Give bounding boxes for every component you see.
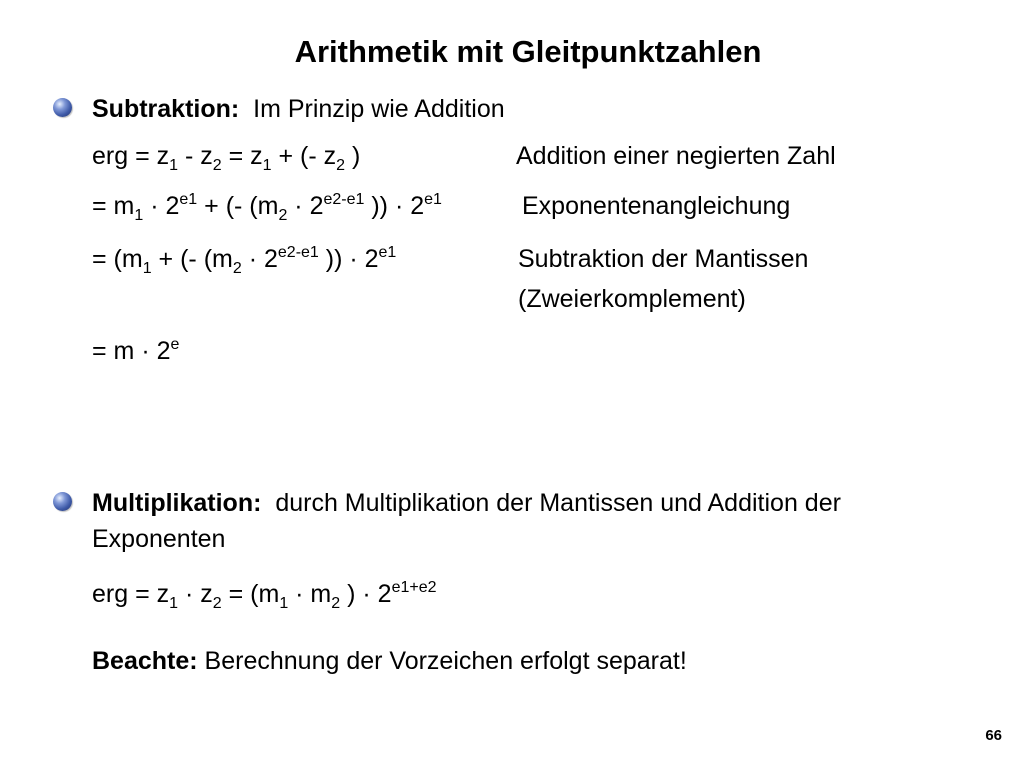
formula-text: · m: [288, 580, 332, 608]
subtraction-intro: Im Prinzip wie Addition: [253, 95, 505, 123]
subtraction-formula-2: [92, 190, 442, 222]
formula-text: + (- z: [271, 142, 337, 170]
formula-text: · 2: [287, 192, 324, 220]
subtraction-note-2: Exponentenangleichung: [522, 192, 791, 220]
multiplication-intro-continued: Exponenten: [92, 525, 226, 553]
page-number: 66: [985, 727, 1002, 744]
slide-title: Arithmetik mit Gleitpunktzahlen: [294, 34, 762, 69]
formula-subscript: 2: [212, 595, 222, 612]
formula-subscript: 1: [169, 157, 179, 174]
formula-superscript: e1: [424, 191, 442, 208]
formula-superscript: e: [170, 336, 180, 353]
subtraction-formula-1: [92, 140, 360, 172]
formula-subscript: 2: [278, 207, 288, 224]
formula-text: = z: [221, 142, 263, 170]
subtraction-formula-3: [92, 243, 396, 275]
multiplication-heading: [92, 487, 841, 519]
subtraction-formula-4: [92, 335, 179, 367]
formula-subscript: 1: [169, 595, 179, 612]
formula-text: · z: [178, 580, 213, 608]
formula-text: = (m: [221, 580, 280, 608]
formula-superscript: e2-e1: [277, 244, 319, 261]
formula-subscript: 2: [331, 595, 341, 612]
formula-text: erg = z: [92, 142, 170, 170]
subtraction-heading: [92, 93, 505, 125]
bullet-icon: [53, 492, 72, 511]
formula-text: = m · 2: [92, 337, 171, 365]
formula-text: = (m: [92, 245, 143, 273]
formula-text: - z: [178, 142, 213, 170]
note-text: Berechnung der Vorzeichen erfolgt separat!: [204, 647, 687, 675]
formula-subscript: 2: [212, 157, 222, 174]
subtraction-note-3a: Subtraktion der Mantissen: [518, 245, 809, 273]
formula-superscript: e1+e2: [391, 579, 437, 596]
formula-subscript: 1: [262, 157, 272, 174]
subtraction-label: Subtraktion:: [92, 95, 240, 123]
formula-text: + (- (m: [151, 245, 233, 273]
formula-text: ): [345, 142, 361, 170]
formula-text: = m: [92, 192, 135, 220]
formula-subscript: 2: [232, 260, 242, 277]
subtraction-note-1: Addition einer negierten Zahl: [516, 142, 836, 170]
formula-text: )) · 2: [318, 245, 379, 273]
formula-text: · 2: [241, 245, 278, 273]
multiplication-label: Multiplikation:: [92, 489, 262, 517]
multiplication-intro: durch Multiplikation der Mantissen und Addition der: [275, 489, 841, 517]
formula-text: )) · 2: [364, 192, 425, 220]
formula-superscript: e2-e1: [323, 191, 365, 208]
multiplication-formula: [92, 578, 437, 610]
formula-subscript: 1: [142, 260, 152, 277]
formula-text: erg = z: [92, 580, 170, 608]
note-label: Beachte:: [92, 647, 198, 675]
formula-text: + (- (m: [197, 192, 279, 220]
bullet-icon: [53, 98, 72, 117]
formula-subscript: 1: [279, 595, 289, 612]
formula-superscript: e1: [378, 244, 397, 261]
subtraction-note-3b: (Zweierkomplement): [518, 285, 746, 313]
formula-text: · 2: [143, 192, 180, 220]
formula-subscript: 1: [134, 207, 144, 224]
note-line: [92, 645, 687, 677]
formula-subscript: 2: [336, 157, 346, 174]
formula-superscript: e1: [179, 191, 198, 208]
formula-text: ) · 2: [340, 580, 392, 608]
